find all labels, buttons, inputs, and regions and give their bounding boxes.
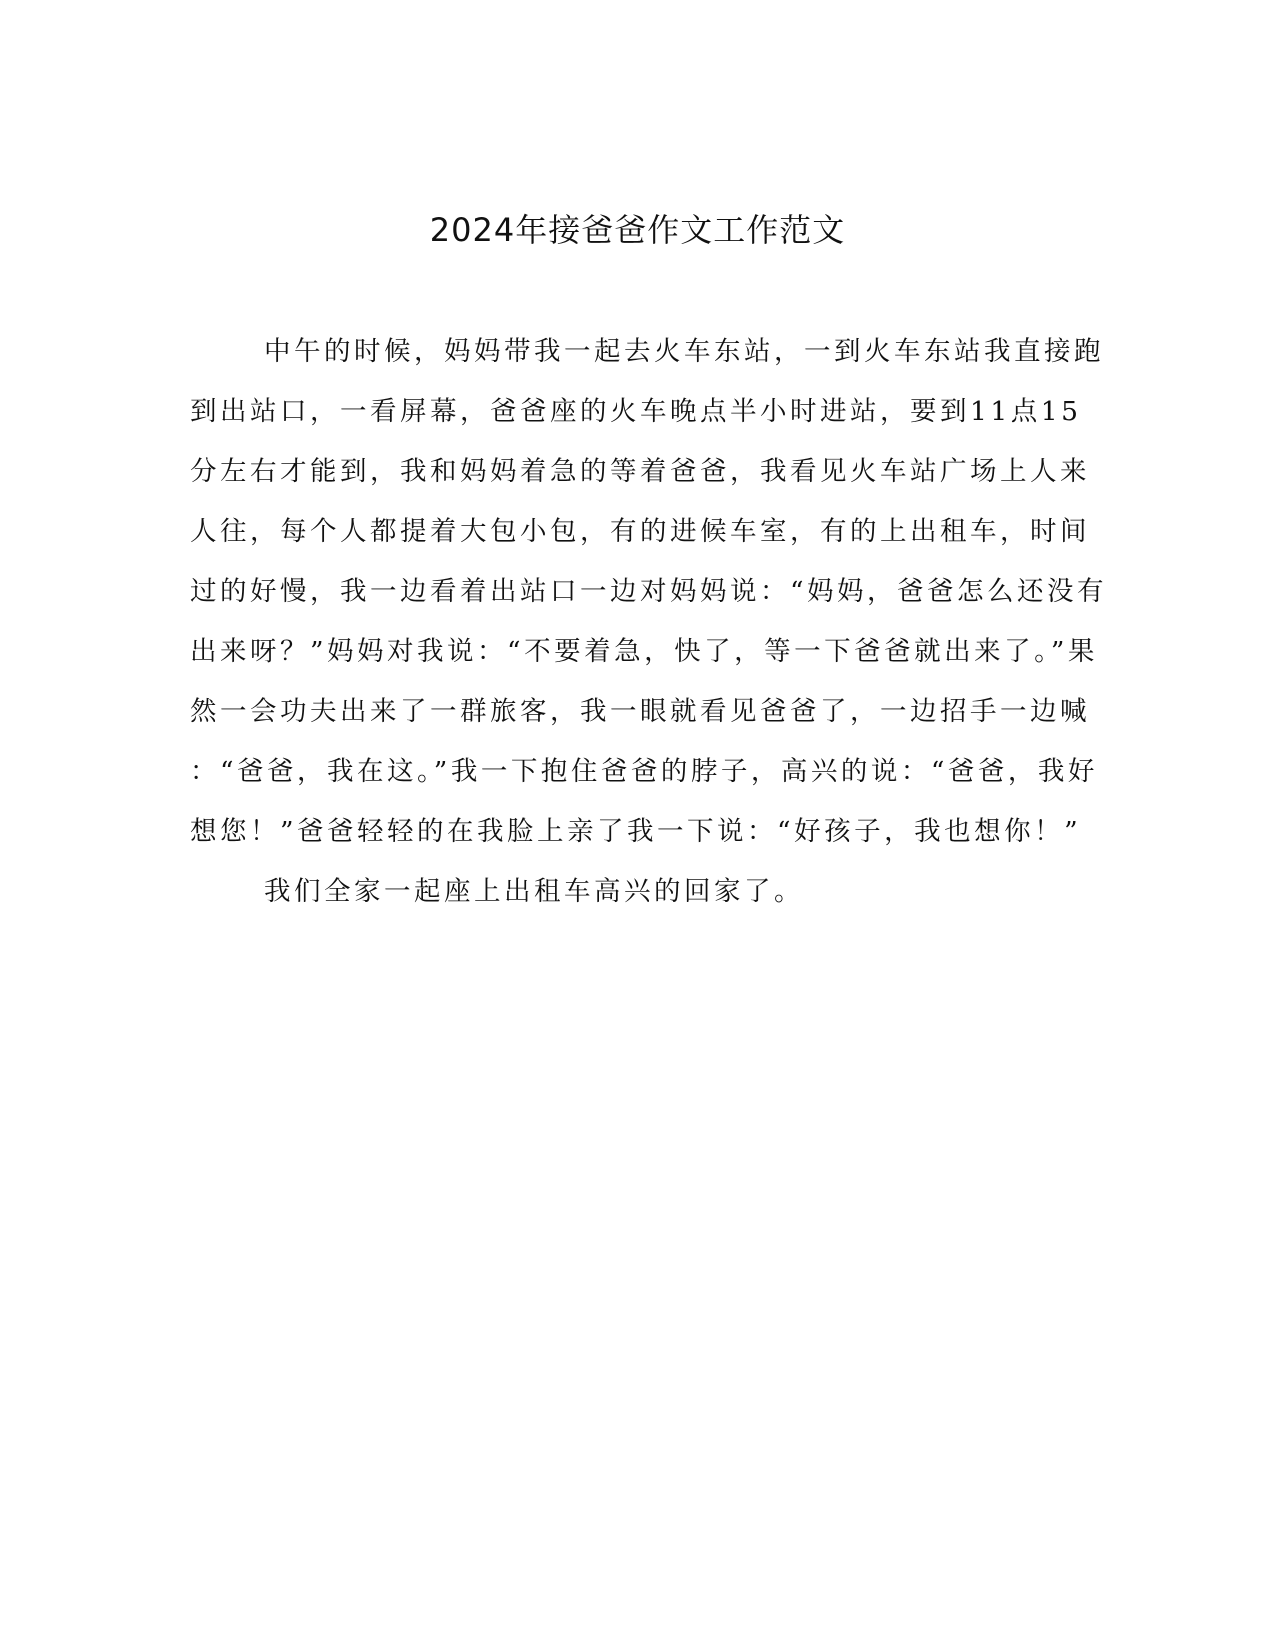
paragraph-1-line-7: 然一会功夫出来了一群旅客，我一眼就看见爸爸了，一边招手一边喊	[190, 696, 1090, 727]
paragraph-1-line-4: 人往，每个人都提着大包小包，有的进候车室，有的上出租车，时间	[190, 516, 1090, 547]
paragraph-1-line-5: 过的好慢，我一边看着出站口一边对妈妈说：“妈妈，爸爸怎么还没有	[190, 576, 1108, 607]
paragraph-1-line-2: 到出站口，一看屏幕，爸爸座的火车晚点半小时进站，要到11点15	[190, 396, 1082, 427]
paragraph-1-line-1: 中午的时候，妈妈带我一起去火车东站，一到火车东站我直接跑	[264, 336, 1104, 367]
document-title: 2024年接爸爸作文工作范文	[429, 211, 846, 249]
paragraph-1-line-6: 出来呀？”妈妈对我说：“不要着急，快了，等一下爸爸就出来了。”果	[190, 636, 1098, 667]
paragraph-1-line-9: 想您！”爸爸轻轻的在我脸上亲了我一下说：“好孩子，我也想你！”	[190, 816, 1082, 847]
paragraph-2-line-1: 我们全家一起座上出租车高兴的回家了。	[264, 876, 804, 907]
paragraph-1-line-3: 分左右才能到，我和妈妈着急的等着爸爸，我看见火车站广场上人来	[190, 456, 1090, 487]
document-body	[190, 331, 1108, 931]
paragraph-1-line-8: ：“爸爸，我在这。”我一下抱住爸爸的脖子，高兴的说：“爸爸，我好	[190, 756, 1098, 787]
